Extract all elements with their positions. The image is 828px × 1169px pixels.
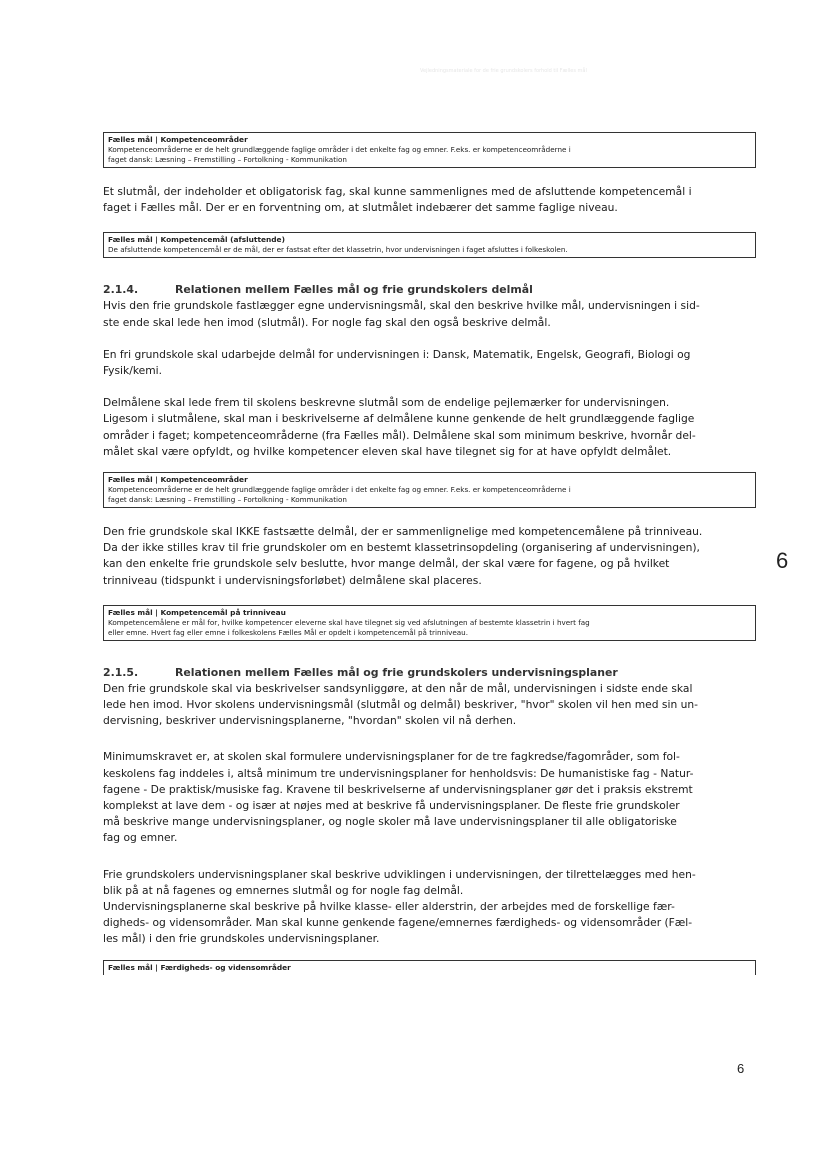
paragraph-line: digheds- og vidensområder. Man skal kunne genkende fagene/emnernes færdigheds- og vidensområder (Fæl- <box>103 916 693 930</box>
info-box-kompetenceomraader-2 <box>103 472 756 508</box>
paragraph-line: Den frie grundskole skal via beskrivelser sandsynliggøre, at den når de mål, undervisningen i sidste ende skal <box>103 681 693 695</box>
box-title: Fælles mål | Kompetencemål (afsluttende) <box>108 235 285 245</box>
paragraph-line: En fri grundskole skal udarbejde delmål for undervisningen i: Dansk, Matematik, Engelsk, Geografi, Biologi og <box>103 347 691 361</box>
paragraph-line: komplekst at lave dem - og især at nøjes med at beskrive få undervisningsplaner. De fleste frie grundskoler <box>103 799 680 813</box>
paragraph-line: lede hen imod. Hvor skolens undervisningsmål (slutmål og delmål) beskriver, "hvor" skolen vil hen med sin un- <box>103 698 699 712</box>
paragraph-line: blik på at nå fagenes og emnernes slutmål og for nogle fag delmål. <box>103 883 464 897</box>
paragraph-line: Da der ikke stilles krav til frie grundskoler om en bestemt klassetrinsopdeling (organisering af undervisningen), <box>103 541 700 555</box>
paragraph-line: målet skal være opfyldt, og hvilke kompetencer eleven skal have tilegnet sig for at have opfyldt delmålet. <box>103 444 672 458</box>
paragraph-line: Et slutmål, der indeholder et obligatorisk fag, skal kunne sammenlignes med de afsluttende kompetencemål i <box>103 185 692 198</box>
box-title: Fælles mål | Kompetencemål på trinniveau <box>108 607 286 617</box>
paragraph-line: områder i faget; kompetenceområderne (fra Fælles mål). Delmålene skal som minimum beskrive, hvornår del- <box>103 428 696 442</box>
paragraph-line: ste ende skal lede hen imod (slutmål). For nogle fag skal den også beskrive delmål. <box>103 315 551 329</box>
paragraph <box>103 298 753 330</box>
paragraph-line: Ligesom i slutmålene, skal man i beskrivelserne af delmålene kunne genkende de helt grundlæggende faglige <box>103 412 695 426</box>
paragraph-line: dervisning, beskriver undervisningsplanerne, "hvordan" skolen vil nå derhen. <box>103 714 517 728</box>
paragraph-line: Undervisningsplanerne skal beskrive på hvilke klasse- eller alderstrin, der arbejdes med de forskellige fær- <box>103 900 675 914</box>
paragraph-line: trinniveau (tidspunkt i undervisningsforløbet) delmålene skal placeres. <box>103 573 482 587</box>
section-number: 2.1.4. <box>103 283 139 297</box>
box-title: Fælles mål | Kompetenceområder <box>108 475 248 485</box>
paragraph <box>103 749 753 846</box>
paragraph <box>103 867 753 948</box>
section-number: 2.1.5. <box>103 665 139 679</box>
box-line: Kompetenceområderne er de helt grundlæggende faglige områder i det enkelte fag og emner. F.eks. er kompetenceområderne i <box>108 145 571 154</box>
paragraph-line: fagene - De praktisk/musiske fag. Kravene til beskrivelserne af undervisningsplaner gør det i praksis ekstremt <box>103 782 693 796</box>
paragraph-line: les mål) i den frie grundskoles undervisningsplaner. <box>103 932 380 946</box>
paragraph <box>103 681 753 730</box>
paragraph-line: Delmålene skal lede frem til skolens beskrevne slutmål som de endelige pejlemærker for undervisningen. <box>103 396 670 410</box>
info-box-faerdigheds-vidensomraader <box>103 960 756 975</box>
box-title: Fælles mål | Færdigheds- og vidensområder <box>108 962 291 972</box>
paragraph <box>103 395 753 460</box>
paragraph-line: keskolens fag inddeles i, altså minimum tre undervisningsplaner for henholdsvis: De humanistiske fag - Natur- <box>103 766 694 780</box>
paragraph-line: Frie grundskolers undervisningsplaner skal beskrive udviklingen i undervisningen, der tilrettelægges med hen- <box>103 867 696 881</box>
paragraph-line: Hvis den frie grundskole fastlægger egne undervisningsmål, skal den beskrive hvilke mål, undervisningen i sid- <box>103 299 700 313</box>
paragraph-line: Den frie grundskole skal IKKE fastsætte delmål, der er sammenlignelige med kompetencemålene på trinniveau. <box>103 525 703 539</box>
side-page-number: 6 <box>776 548 789 573</box>
box-line: faget dansk: Læsning – Fremstilling – Fortolkning - Kommunikation <box>108 495 347 505</box>
section-title: Relationen mellem Fælles mål og frie grundskolers delmål <box>175 283 533 297</box>
box-line: eller emne. Hvert fag eller emne i folkeskolens Fælles Mål er opdelt i kompetencemål på trinniveau. <box>108 627 469 637</box>
paragraph-line: må beskrive mange undervisningsplaner, og nogle skoler må lave undervisningsplaner til alle obligatoriske <box>103 815 677 829</box>
box-title: Fælles mål | Kompetenceområder <box>108 135 248 144</box>
section-title: Relationen mellem Fælles mål og frie grundskolers undervisningsplaner <box>175 665 618 679</box>
paragraph <box>103 524 753 589</box>
box-line: Kompetenceområderne er de helt grundlæggende faglige områder i det enkelte fag og emner. F.eks. er kompetenceområderne i <box>108 485 571 495</box>
section-heading-2-1-5 <box>103 665 753 681</box>
box-line: De afsluttende kompetencemål er de mål, der er fastsat efter det klassetrin, hvor undervisningen i faget afsluttes i folkeskolen. <box>108 245 568 255</box>
paragraph-line: Minimumskravet er, at skolen skal formulere undervisningsplaner for de tre fagkredse/fagområder, som fol- <box>103 750 680 764</box>
info-box-kompetencemaal-trinniveau <box>103 605 756 641</box>
box-line: Kompetencemålene er mål for, hvilke kompetencer eleverne skal have tilegnet sig ved afslutningen af bestemte klassetrin i hvert fag <box>108 617 590 627</box>
paragraph <box>103 347 753 379</box>
box-line: faget dansk: Læsning – Fremstilling – Fortolkning - Kommunikation <box>108 155 347 164</box>
paragraph <box>103 184 753 216</box>
faint-header-text: Vejledningsmateriale for de frie grundskolers forhold til Fælles mål <box>420 68 587 74</box>
info-box-kompetencemaal-afsluttende <box>103 232 756 258</box>
section-heading-2-1-4 <box>103 282 753 298</box>
page-content <box>103 132 753 975</box>
paragraph-line: faget i Fælles mål. Der er en forventning om, at slutmålet indebærer det samme faglige niveau. <box>103 201 618 215</box>
info-box-kompetenceomraader <box>103 132 756 168</box>
paragraph-line: kan den enkelte frie grundskole selv beslutte, hvor mange delmål, der skal være for fagene, og på hvilket <box>103 557 670 571</box>
page-number: 6 <box>737 1061 745 1076</box>
paragraph-line: Fysik/kemi. <box>103 364 162 378</box>
paragraph-line: fag og emner. <box>103 831 178 845</box>
